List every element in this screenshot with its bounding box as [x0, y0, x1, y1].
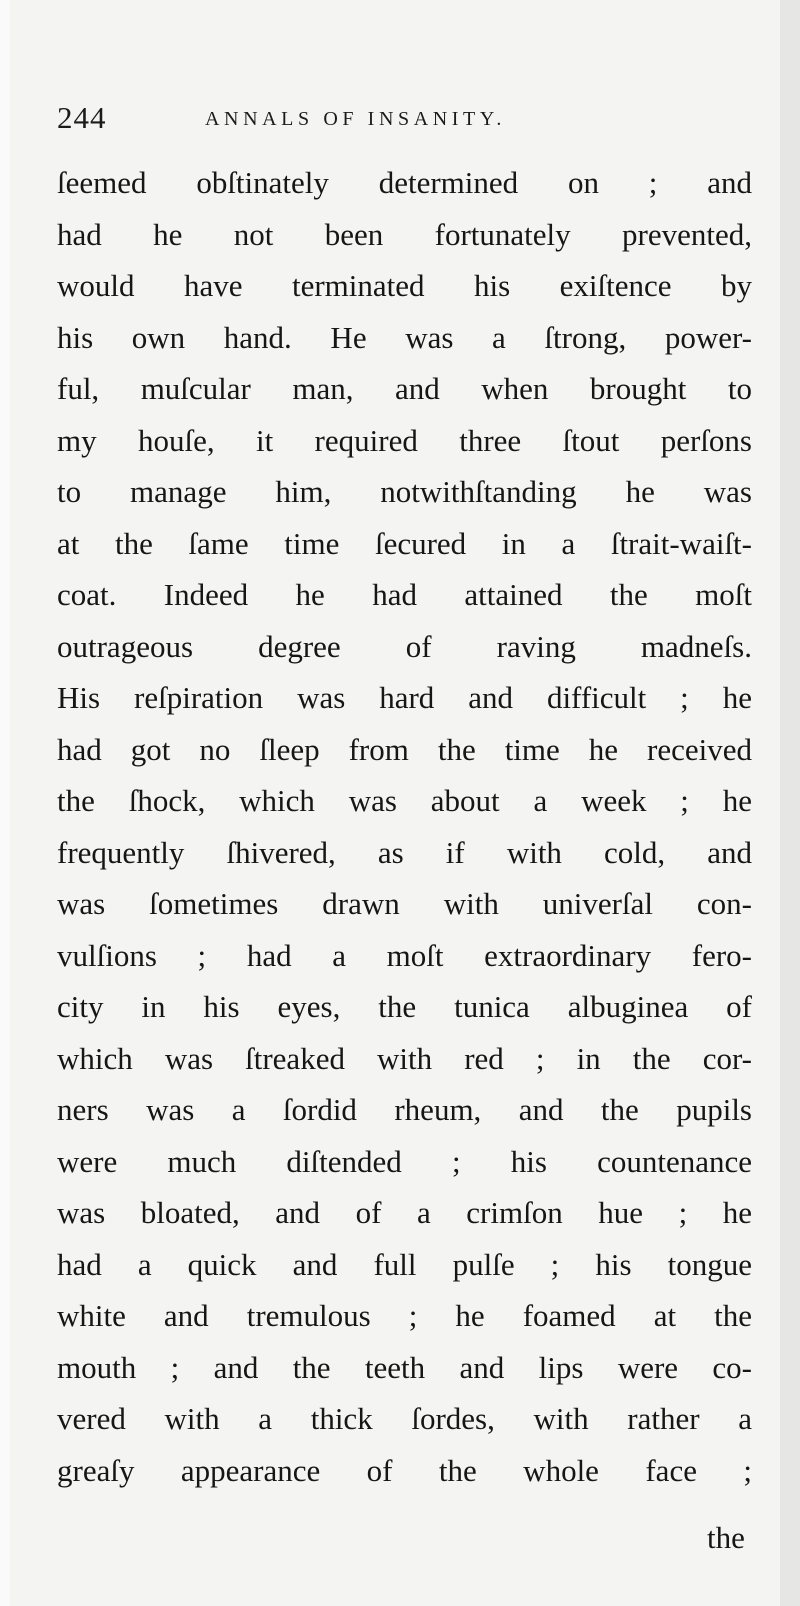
text-line: His reſpiration was hard and difficult ; he — [57, 680, 752, 715]
running-title: ANNALS OF INSANITY. — [205, 108, 506, 130]
text-line: greaſy appearance of the whole face ; — [57, 1452, 752, 1488]
text-line: ſeemed obſtinately determined on ; and — [57, 165, 752, 200]
text-line: was bloated, and of a crimſon hue ; he — [57, 1195, 752, 1230]
text-line: vulſions ; had a moſt extraordinary fero- — [57, 937, 752, 973]
text-line: were much diſtended ; his countenance — [57, 1143, 752, 1179]
text-line: to manage him, notwithſtanding he was — [57, 474, 752, 509]
text-line: would have terminated his exiſtence by — [57, 268, 752, 303]
page-edge-shadow — [780, 0, 800, 1606]
text-line: outrageous degree of raving madneſs. — [57, 628, 752, 664]
text-line: the ſhock, which was about a week ; he — [57, 783, 752, 818]
text-line: had he not been fortunately prevented, — [57, 216, 752, 252]
text-line: white and tremulous ; he foamed at the — [57, 1298, 752, 1333]
text-line: mouth ; and the teeth and lips were co- — [57, 1349, 752, 1385]
text-line: my houſe, it required three ſtout perſons — [57, 422, 752, 458]
text-line: ners was a ſordid rheum, and the pupils — [57, 1092, 752, 1127]
text-line: which was ſtreaked with red ; in the cor- — [57, 1040, 752, 1076]
text-line: ful, muſcular man, and when brought to — [57, 371, 752, 406]
text-line: his own hand. He was a ſtrong, power- — [57, 319, 752, 355]
text-line: city in his eyes, the tunica albuginea of — [57, 989, 752, 1024]
text-line: coat. Indeed he had attained the moſt — [57, 577, 752, 612]
text-line: frequently ſhivered, as if with cold, and — [57, 834, 752, 870]
text-line: had got no ſleep from the time he received — [57, 731, 752, 767]
text-line: was ſometimes drawn with univerſal con- — [57, 886, 752, 921]
catchword: the — [707, 1520, 745, 1555]
text-line: at the ſame time ſecured in a ſtrait-waiſt- — [57, 525, 752, 561]
running-head — [57, 100, 757, 140]
page-number: 244 — [57, 100, 107, 135]
text-line: had a quick and full pulſe ; his tongue — [57, 1246, 752, 1282]
text-line: vered with a thick ſordes, with rather a — [57, 1401, 752, 1436]
body-text — [57, 157, 752, 1496]
